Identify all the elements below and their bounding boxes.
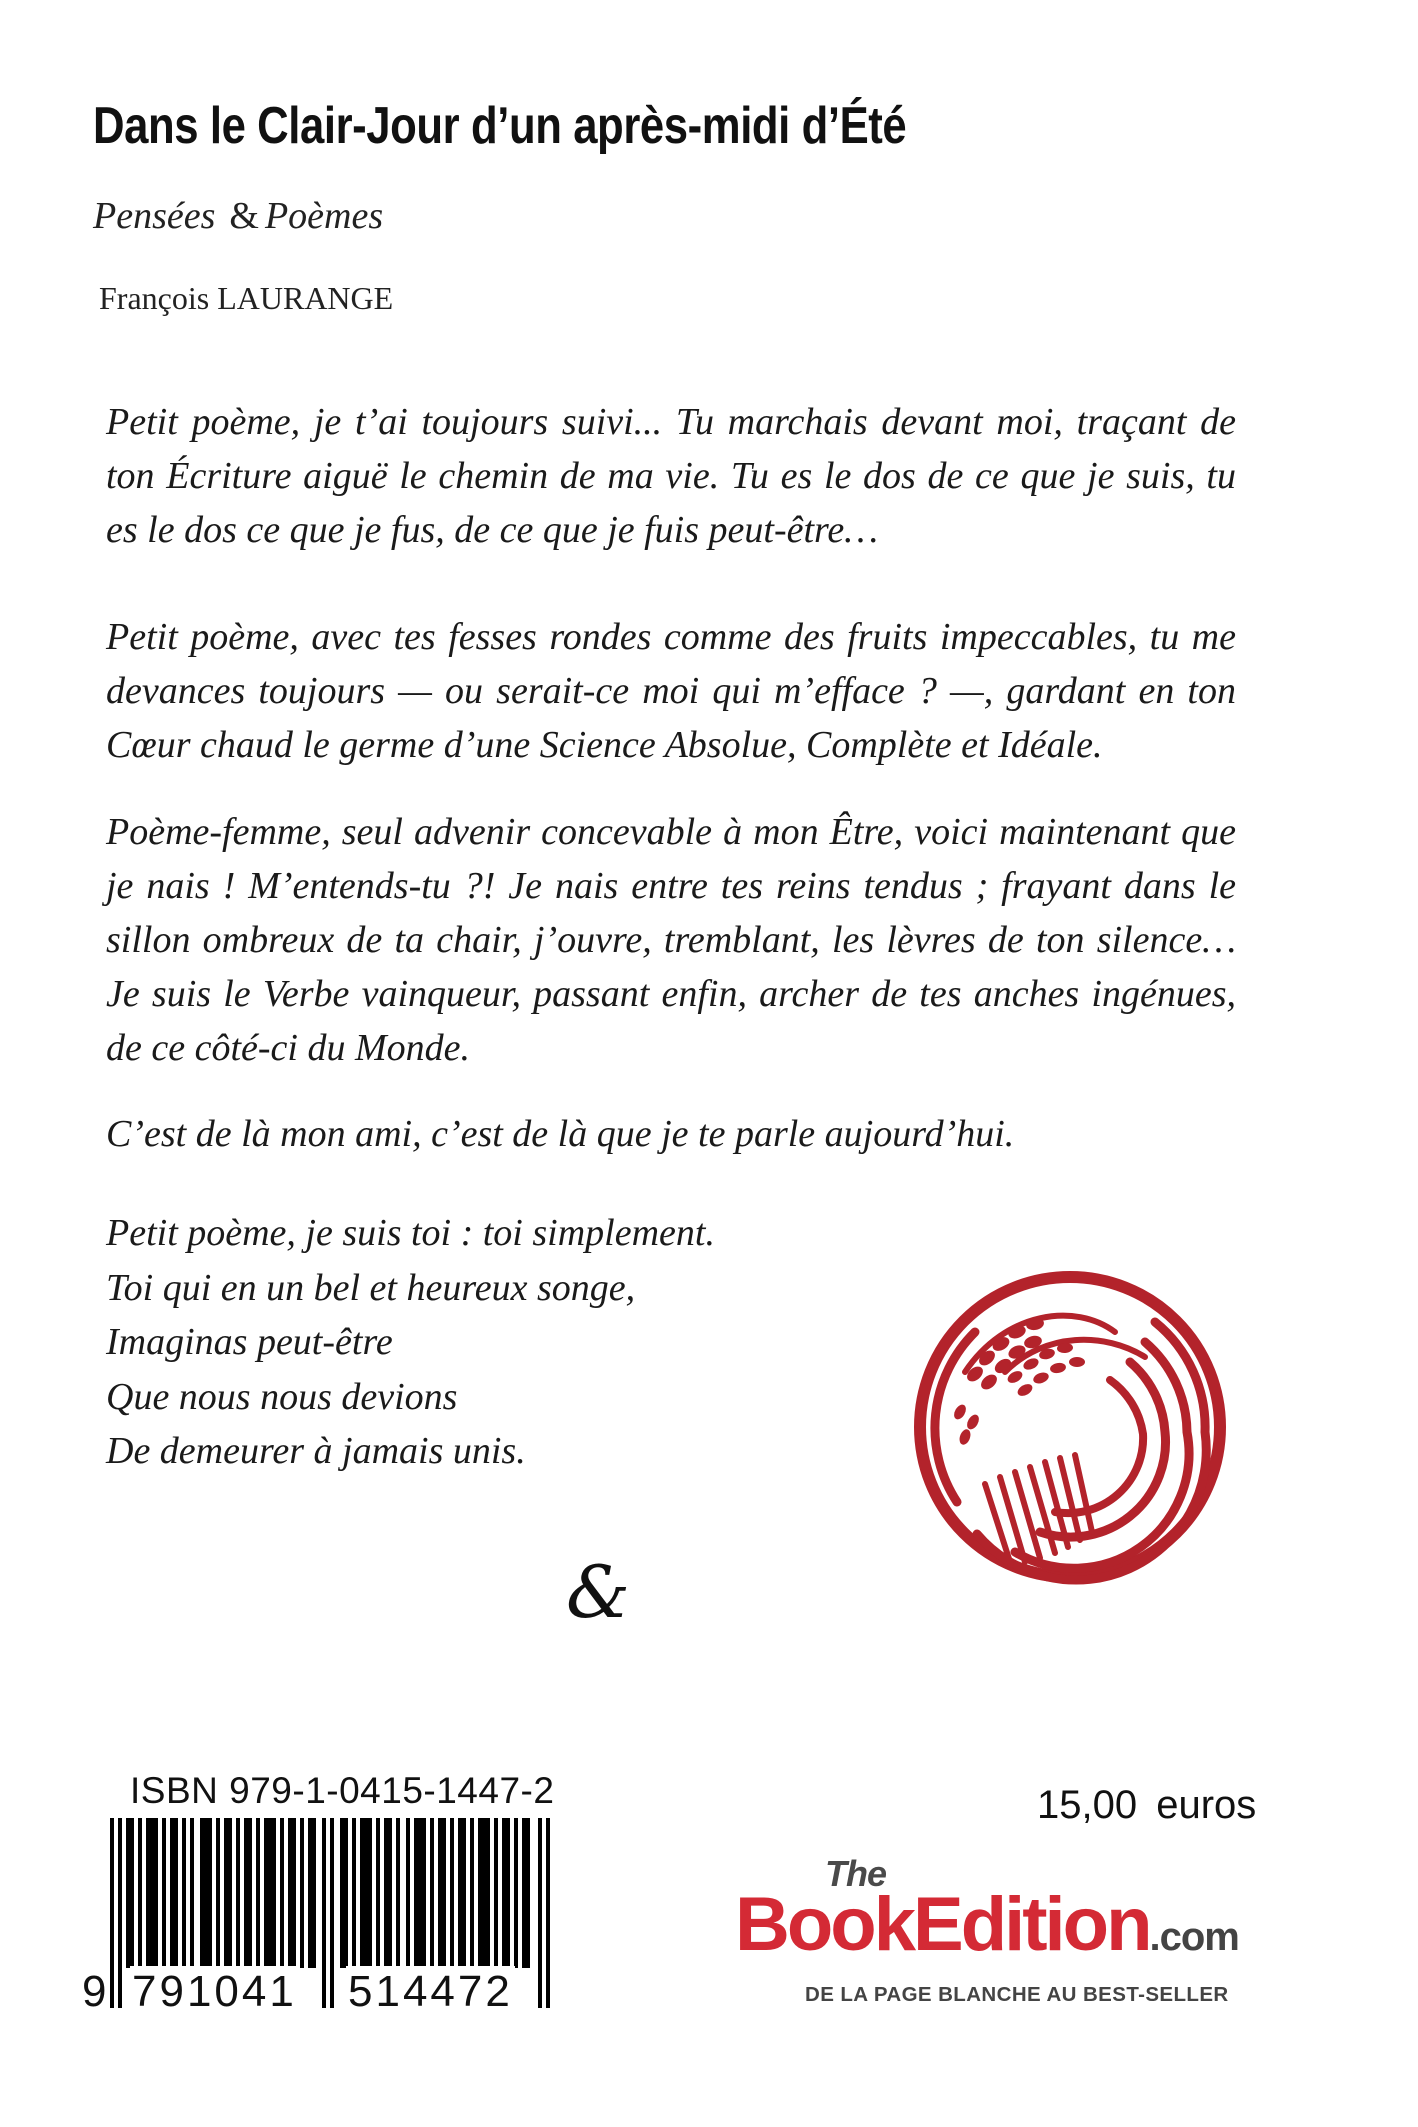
logo-wordmark: [735, 1881, 1239, 1968]
isbn-label: ISBN 979-1-0415-1447-2: [130, 1770, 555, 1811]
book-subtitle: [93, 194, 383, 238]
verse-line: Imaginas peut-être: [106, 1321, 393, 1363]
verse-block: [106, 1206, 715, 1479]
logo-domain: .com: [1149, 1915, 1239, 1959]
verse-line: Que nous nous devions: [106, 1375, 458, 1418]
price-label: 15,00 euros: [1037, 1783, 1257, 1827]
book-title: Dans le Clair-Jour d’un après-midi d’Été: [93, 97, 907, 155]
verse-line: Toi qui en un bel et heureux songe,: [106, 1266, 636, 1309]
verse-line: Petit poème, je suis toi : toi simplement.: [106, 1212, 715, 1254]
verse-line: De demeurer à jamais unis.: [106, 1430, 526, 1472]
blurb-paragraph-4: C’est de là mon ami, c’est de là que je te parle aujourd’hui.: [106, 1113, 1015, 1155]
barcode-digits-right: 514472: [348, 1967, 513, 2016]
closing-ampersand: &: [566, 1550, 631, 1634]
logo-tagline: DE LA PAGE BLANCHE AU BEST-SELLER: [805, 1983, 1229, 2006]
blurb-paragraph-1: Petit poème, je t’ai toujours suivi... Tu marchais devant moi, traçant de ton Écriture aiguë le chemin de ma vie. Tu es le dos de ce que je suis, tu es le dos ce que je fus, de ce que je fuis peut-être…: [106, 401, 1236, 551]
barcode-digits-left: 791041: [132, 1967, 297, 2016]
subtitle-ampersand: &: [229, 195, 259, 237]
wheat-sheaf-emblem: [905, 1262, 1235, 1592]
barcode-digit-first: 9: [82, 1967, 110, 2016]
author-name: François LAURANGE: [99, 280, 394, 316]
subtitle-poems: Poèmes: [264, 195, 384, 237]
logo-name: BookEdition: [735, 1882, 1150, 1967]
subtitle-thoughts: Pensées: [93, 195, 216, 237]
publisher-logo: [735, 1853, 1315, 2023]
logo-the: The: [825, 1853, 887, 1894]
blurb-paragraph-3: Poème-femme, seul advenir concevable à mon Être, voici maintenant que je nais ! M’entends-tu ?! Je nais entre tes reins tendus ; frayant dans le sillon ombreux de ta chair, j’ouvre, tremblant, les lèvres de ton silence… Je suis le Verbe vainqueur, passant enfin, archer de tes anches ingénues, de ce côté-ci du Monde.: [106, 811, 1236, 1069]
blurb-paragraph-2: Petit poème, avec tes fesses rondes comme des fruits impeccables, tu me devances toujours — ou serait-ce moi qui m’efface ? —, gardant en ton Cœur chaud le germe d’une Science Absolue, Complète et Idéale.: [106, 616, 1236, 766]
